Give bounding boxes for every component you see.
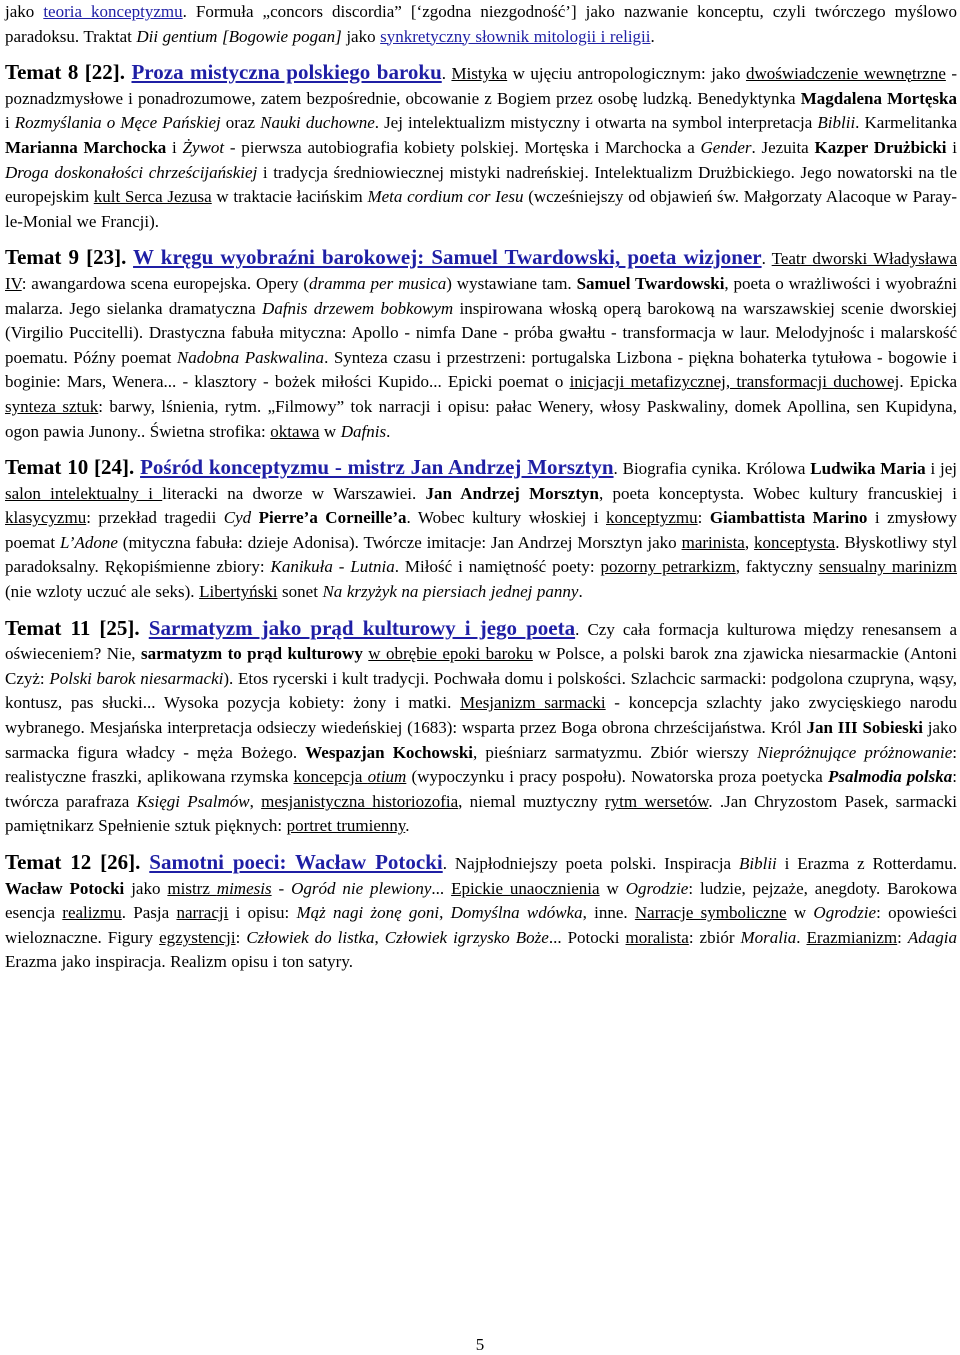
text-run: - — [332, 557, 351, 577]
text-run: Kazper Drużbicki — [814, 137, 947, 157]
text-run: Erazmianizm — [806, 927, 898, 947]
text-run: L’Adone — [59, 532, 118, 552]
topic-sections — [5, 60, 957, 975]
text-run: . Miłość i namiętność poety: — [394, 557, 601, 577]
text-run: . Czy cała formacja kulturowa między renesansem a oświeceniem? Nie, — [5, 619, 957, 664]
text-run: Meta cordium cor Iesu — [367, 187, 524, 207]
text-run: . — [761, 249, 772, 269]
text-run: . Jezuita — [751, 137, 815, 157]
text-run: Człowiek do listka — [246, 927, 375, 947]
text-run: (wypoczynku i pracy pospołu). Nowatorska proza poetycka — [406, 767, 829, 787]
text-run: marinista — [681, 532, 745, 552]
text-run: Moralia — [740, 927, 797, 947]
text-run: - pierwsza autobiografia kobiety polskiej. Mortęska i Marchocka a — [224, 137, 701, 157]
text-run: - koncepcja szlachty jako zwycięskiego narodu wybranego. Mesjańska interpretacja odsieczy wiedeńskiej (1683): wsparta przez Boga obrona chrześcijaństwa. Król — [5, 693, 958, 738]
text-run: koncepcja — [293, 767, 368, 787]
text-run: ... — [431, 878, 452, 898]
text-run: Rozmyślania o Męce Pańskiej — [14, 113, 221, 133]
text-run: . Wobec kultury włoskiej i — [406, 508, 607, 528]
text-run: . Epicka — [899, 372, 957, 392]
text-run: - — [271, 878, 292, 898]
text-run: i jej — [925, 459, 957, 479]
text-run: . Synteza czasu i przestrzeni: portugalska Lizbona - piękna bohaterka tytułowa - bogowie i boginie: Mars, Wenera... - klasztory - bożek miłości Kupido... Epicki poemat o — [5, 347, 957, 392]
text-run: Ogrodzie — [813, 903, 877, 923]
text-run: i — [166, 137, 183, 157]
text-run: realizmu — [62, 903, 122, 923]
text-run: Wacław Potocki — [5, 878, 125, 898]
text-run: Mistyka — [451, 64, 508, 84]
text-run: w obrębie epoki baroku — [368, 644, 533, 664]
text-run: w Polsce, a polski barok zna zjawicka niesarmackie (Antoni Czyż: — [5, 644, 957, 688]
topic-number: Temat 11 [25]. — [5, 615, 149, 640]
text-run: jako — [5, 2, 44, 21]
text-run[interactable]: synkretyczny słownik mitologii i religii — [380, 26, 651, 46]
text-run: Mesjanizm sarmacki — [460, 693, 606, 713]
text-run: Epickie unaocznienia — [451, 878, 600, 898]
page-number: 5 — [475, 1335, 485, 1354]
text-run: : — [697, 508, 710, 528]
text-run: Psalmodia polska — [828, 767, 953, 787]
text-run: Narracje symboliczne — [634, 903, 787, 923]
topic-paragraph — [5, 850, 957, 975]
text-run: inicjacji metafizycznej, transformacji duchowej — [569, 372, 900, 392]
text-run: . — [386, 421, 391, 441]
text-run: sarmatyzm to prąd kulturowy — [140, 644, 363, 664]
text-run: salon intelektualny i — [5, 483, 163, 503]
text-run[interactable]: teoria konceptyzmu — [43, 2, 183, 21]
text-run: : ludzie, pejzaże, anegdoty. Barokowa esencja — [5, 878, 958, 923]
text-run: : realistyczne fraszki, aplikowana rzymska — [5, 742, 957, 787]
text-run: (nie wzloty uczuć ale seks). — [5, 582, 200, 602]
text-run: Marianna Marchocka — [5, 137, 167, 157]
document-body — [5, 0, 957, 975]
text-run: (mityczna fabuła: dzieje Adonisa). Twórcze imitacje: Jan Andrzej Morsztyn jako — [117, 532, 682, 552]
text-run: inspirowana włoską operą barokową na warszawskiej scenie dworskiej (Virgilio Puccitelli). Drastyczna fabuła mityczna: Apollo - nimfa Dane - próba gwałtu - transformacja w laur. Melodyjnośc i malarskość poematu. Późny poemat — [5, 298, 957, 367]
text-run: oraz — [220, 113, 261, 133]
text-run: Giambattista Marino — [709, 508, 868, 528]
text-run: , pieśniarz sarmatyzmu. Zbiór wierszy — [473, 742, 758, 762]
topic-number: Temat 9 [23]. — [5, 245, 134, 270]
text-run: . Karmelitanka — [855, 113, 958, 133]
text-run: konceptysta — [754, 532, 836, 552]
text-run: (wcześniejszy od objawień św. Małgorzaty Alacoque w Paray-le-Monial we Francji). — [5, 187, 958, 231]
topic-title-link[interactable]: Proza mistyczna polskiego baroku — [131, 60, 442, 85]
text-run: synteza sztuk — [5, 396, 99, 416]
text-run: dramma per musica — [309, 273, 447, 293]
text-run: ) wystawiane tam. — [446, 273, 577, 293]
text-run: . Najpłodniejszy poeta polski. Inspiracja — [442, 854, 739, 873]
text-run: Pierre’a Corneille’a — [258, 508, 407, 528]
text-run: Dii gentium [Bogowie pogan] — [136, 26, 342, 46]
text-run: w — [786, 903, 814, 923]
text-run: i Erazma z Rotterdamu. — [776, 854, 958, 873]
text-run: , poeta o wrażliwości i wyobraźni malarza. Jego sielanka dramatyczna — [5, 273, 958, 318]
text-run: Dafnis drzewem bobkowym — [262, 298, 454, 318]
text-run: , — [439, 903, 451, 923]
text-run: . — [796, 927, 807, 947]
text-run: Lutnia — [350, 557, 395, 577]
text-run: Wespazjan Kochowski — [305, 742, 473, 762]
text-run: jako — [341, 26, 381, 46]
text-run: Magdalena Mortęska — [800, 88, 957, 108]
text-run: Ogród nie plewiony — [291, 878, 432, 898]
text-run: Nauki duchowne — [260, 113, 375, 133]
text-run: i — [5, 113, 15, 133]
text-run: Gender — [700, 137, 752, 157]
text-run: Nadobna Paskwalina — [176, 347, 325, 367]
text-run: egzystencji — [159, 927, 236, 947]
text-run: dwoświadczenie wewnętrzne — [745, 64, 946, 84]
text-run: w traktacie łacińskim — [211, 187, 368, 207]
text-run: Kanikuła — [270, 557, 333, 577]
text-run: jako — [124, 878, 168, 898]
text-run: ... Potocki — [548, 927, 626, 947]
text-run: w — [599, 878, 626, 898]
text-run: , faktyczny — [735, 557, 819, 577]
text-run: narracji — [176, 903, 229, 923]
text-run: Droga doskonałości chrześcijańskiej — [5, 162, 258, 182]
text-run: : barwy, lśnienia, rytm. „Filmowy” tok narracji i opisu: pałac Wenery, włosy Paskwaliny, domek Apollina, sen Kupidyna, ogon pawia Junony.. Świetna strofika: — [5, 396, 957, 441]
text-run: moralista — [625, 927, 689, 947]
text-run: i — [946, 137, 957, 157]
text-run: klasycyzmu — [5, 508, 87, 528]
text-run: Na krzyżyk na piersiach jednej panny — [322, 582, 579, 602]
text-run: Biblii — [817, 113, 856, 133]
text-run: Dafnis — [340, 421, 387, 441]
topic-paragraph — [5, 616, 957, 839]
text-run: oktawa — [270, 421, 320, 441]
text-run: literacki na dworze w Warszawiei. — [162, 483, 426, 503]
text-run: mesjanistyczna historiozofia — [261, 791, 459, 811]
text-run: sensualny marinizm — [818, 557, 957, 577]
text-run: Mąż nagi żonę goni — [296, 903, 440, 923]
text-run: rytm wersetów — [605, 791, 709, 811]
text-run: mimesis — [216, 878, 272, 898]
text-run: - poznadzmysłowe i ponadrozumowe, zatem bezpośrednie, obcowanie z Bogiem przez osobę ludzką. Benedyktynka — [5, 64, 957, 108]
text-run: jako sarmacka figura władcy - męża Bożego. — [5, 718, 957, 762]
text-run: . Błyskotliwy styl paradoksalny. Rękopiśmienne zbiory: — [5, 532, 957, 577]
text-run: Adagia — [907, 927, 957, 947]
text-run: mistrz — [167, 878, 217, 898]
text-run: otium — [367, 767, 407, 787]
text-run: i tradycja średniowiecznej mistyki nadreńskiej. Intelektualizm Drużbickiego. Jego nowatorski na tle europejskim — [5, 162, 958, 207]
text-run: Biblii — [739, 854, 777, 873]
topic-number: Temat 12 [26]. — [5, 850, 150, 874]
text-run: , — [744, 532, 755, 552]
text-run: w — [319, 421, 341, 441]
text-run: . Biografia cynika. Królowa — [613, 459, 811, 479]
text-run: Erazma jako inspiracja. Realizm opisu i ton satyry. — [5, 952, 353, 972]
text-run: pozorny petrarkizm — [600, 557, 736, 577]
text-run: : awangardowa scena europejska. Opery ( — [21, 273, 309, 293]
topic-title-link[interactable]: W kręgu wyobraźni barokowej: Samuel Twardowski, poeta wizjoner — [133, 245, 762, 270]
text-run: Teatr dworski Władysława IV — [5, 249, 957, 293]
text-run: , — [249, 791, 262, 811]
text-run: : zbiór — [688, 927, 741, 947]
text-run: Cyd — [223, 508, 252, 528]
text-run: Domyślna wdówka — [450, 903, 583, 923]
text-run: . Pasja — [121, 903, 177, 923]
text-run: w ujęciu antropologicznym: jako — [507, 64, 746, 84]
text-run: : — [235, 927, 247, 947]
topic-paragraph — [5, 60, 957, 234]
text-run: . — [650, 26, 655, 46]
text-run: Jan III Sobieski — [806, 718, 923, 738]
topic-number: Temat 10 [24]. — [5, 455, 141, 480]
topic-title-link[interactable]: Samotni poeci: Wacław Potocki — [149, 850, 443, 874]
text-run: . Jej intelektualizm mistyczny i otwarta na symbol interpretacja — [374, 113, 818, 133]
text-run: , niemal muztyczny — [458, 791, 605, 811]
text-run: ). Etos rycerski i kult tradycji. Pochwała domu i polskości. Szlachcic sarmacki: podgolona czupryna, wąsy, kontusz, pas słucki... Wysoka pozycja kobiety: żony i matki. — [5, 668, 957, 713]
text-run: portret trumienny — [286, 816, 406, 836]
text-run: Samuel Twardowski — [576, 273, 725, 293]
text-run: . — [578, 582, 583, 602]
text-run: konceptyzmu — [606, 508, 698, 528]
text-run: : przekład tragedii — [86, 508, 224, 528]
text-run: : opowieści wieloznaczne. Figury — [5, 903, 957, 947]
text-run: . — [405, 816, 410, 836]
text-run: i zmysłowy poemat — [5, 508, 957, 552]
text-run: Polski barok niesarmacki — [49, 668, 224, 688]
text-run: . — [441, 64, 452, 84]
topic-paragraph — [5, 245, 957, 444]
text-run: kult Serca Jezusa — [93, 187, 212, 207]
text-run: . Formuła „concors discordia” [‘zgodna niezgodność’] jako nazwanie konceptu, czyli twórczego myślowo paradoksu. Traktat — [5, 2, 957, 46]
text-run: i opisu: — [228, 903, 297, 923]
text-run: . .Jan Chryzostom Pasek, sarmacki pamiętnikarz Spełnienie sztuk pięknych: — [5, 791, 957, 836]
topic-title-link[interactable]: Sarmatyzm jako prąd kulturowy i jego poeta — [148, 615, 576, 640]
text-run: : twórcza parafraza — [5, 767, 957, 811]
topic-title-link[interactable]: Pośród konceptyzmu - mistrz Jan Andrzej Morsztyn — [140, 455, 614, 480]
text-run: , inne. — [582, 903, 635, 923]
text-run: Ludwika Maria — [810, 459, 926, 479]
text-run: Żywot — [182, 137, 225, 157]
text-run: Niepróżnujące próżnowanie — [757, 742, 953, 762]
text-run: , poeta konceptysta. Wobec kultury francuskiej i — [598, 483, 957, 503]
text-run: : — [897, 927, 908, 947]
text-run: sonet — [277, 582, 323, 602]
intro-paragraph — [5, 0, 957, 49]
text-run: , — [374, 927, 385, 947]
text-run: Libertyński — [199, 582, 278, 602]
text-run: Księgi Psalmów — [136, 791, 250, 811]
topic-paragraph — [5, 455, 957, 605]
text-run: Ogrodzie — [625, 878, 689, 898]
text-run — [251, 508, 258, 527]
topic-number: Temat 8 [22]. — [5, 60, 132, 85]
text-run: Człowiek igrzysko Boże — [384, 927, 549, 947]
text-run: Jan Andrzej Morsztyn — [425, 483, 599, 503]
